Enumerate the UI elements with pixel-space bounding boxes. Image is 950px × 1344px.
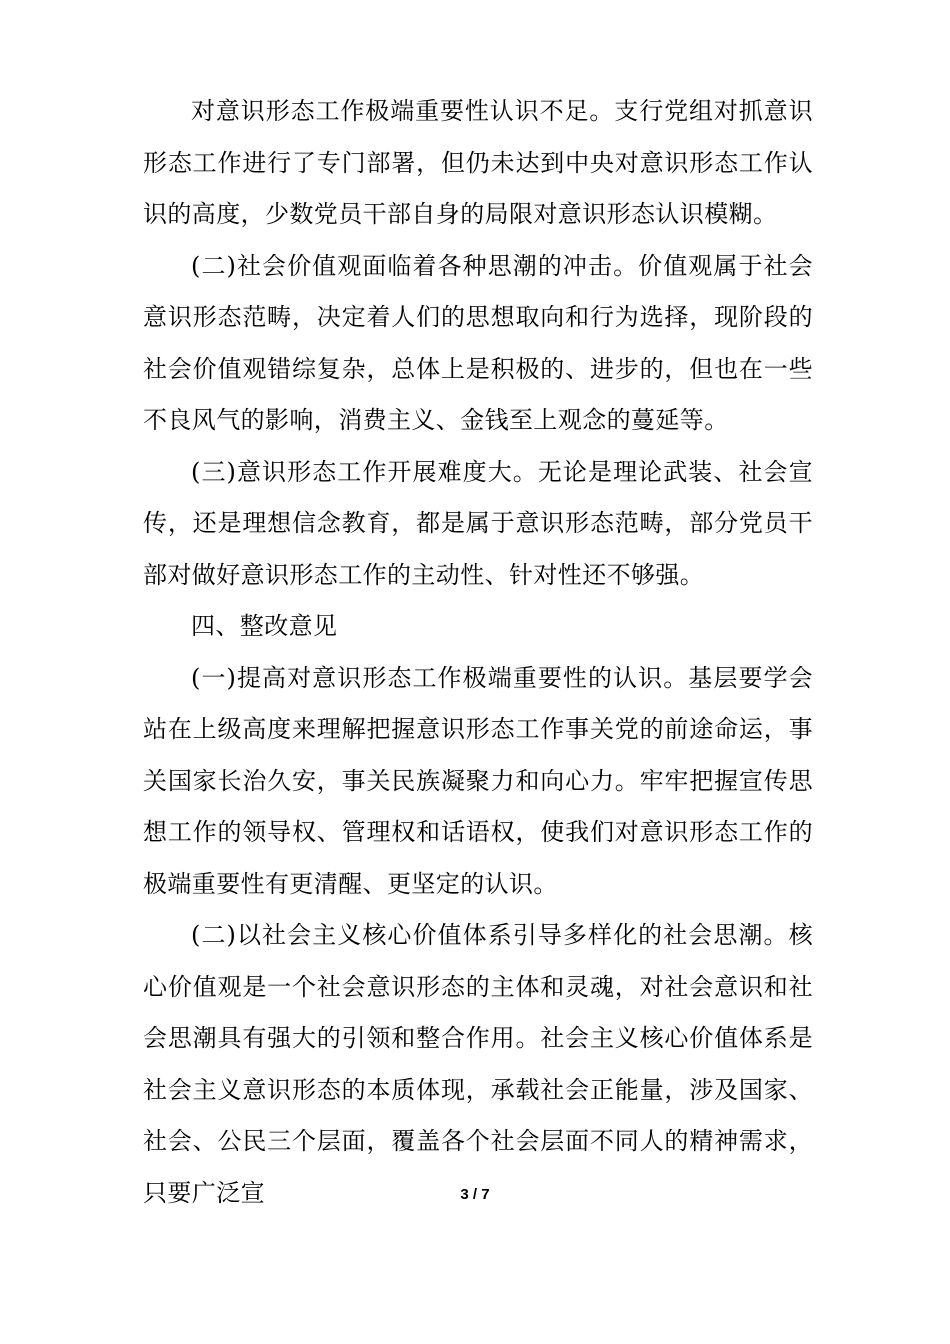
- document-body: [143, 86, 813, 1219]
- page-number: 3 / 7: [460, 1186, 490, 1203]
- paragraph-4: (一)提高对意识形态工作极端重要性的认识。基层要学会站在上级高度来理解把握意识形态工作事关党的前途命运，事关国家长治久安，事关民族凝聚力和向心力。牢牢把握宣传思想工作的领导权、管理权和话语权，使我们对意识形态工作的极端重要性有更清醒、更坚定的认识。: [143, 663, 813, 898]
- paragraph-5: (二)以社会主义核心价值体系引导多样化的社会思潮。核心价值观是一个社会意识形态的主体和灵魂，对社会意识和社会思潮具有强大的引领和整合作用。社会主义核心价值体系是社会主义意识形态的本质体现，承载社会正能量，涉及国家、社会、公民三个层面，覆盖各个社会层面不同人的精神需求，只要广泛宣: [143, 921, 813, 1207]
- section-heading: 四、整改意见: [191, 612, 338, 640]
- paragraph-3: (三)意识形态工作开展难度大。无论是理论武装、社会宣传，还是理想信念教育，都是属于意识形态范畴，部分党员干部对做好意识形态工作的主动性、针对性还不够强。: [143, 457, 813, 589]
- paragraph-2: (二)社会价值观面临着各种思潮的冲击。价值观属于社会意识形态范畴，决定着人们的思想取向和行为选择，现阶段的社会价值观错综复杂，总体上是积极的、进步的，但也在一些不良风气的影响，消费主义、金钱至上观念的蔓延等。: [143, 251, 813, 434]
- paragraph-1: 对意识形态工作极端重要性认识不足。支行党组对抓意识形态工作进行了专门部署，但仍未达到中央对意识形态工作认识的高度，少数党员干部自身的局限对意识形态认识模糊。: [143, 97, 813, 228]
